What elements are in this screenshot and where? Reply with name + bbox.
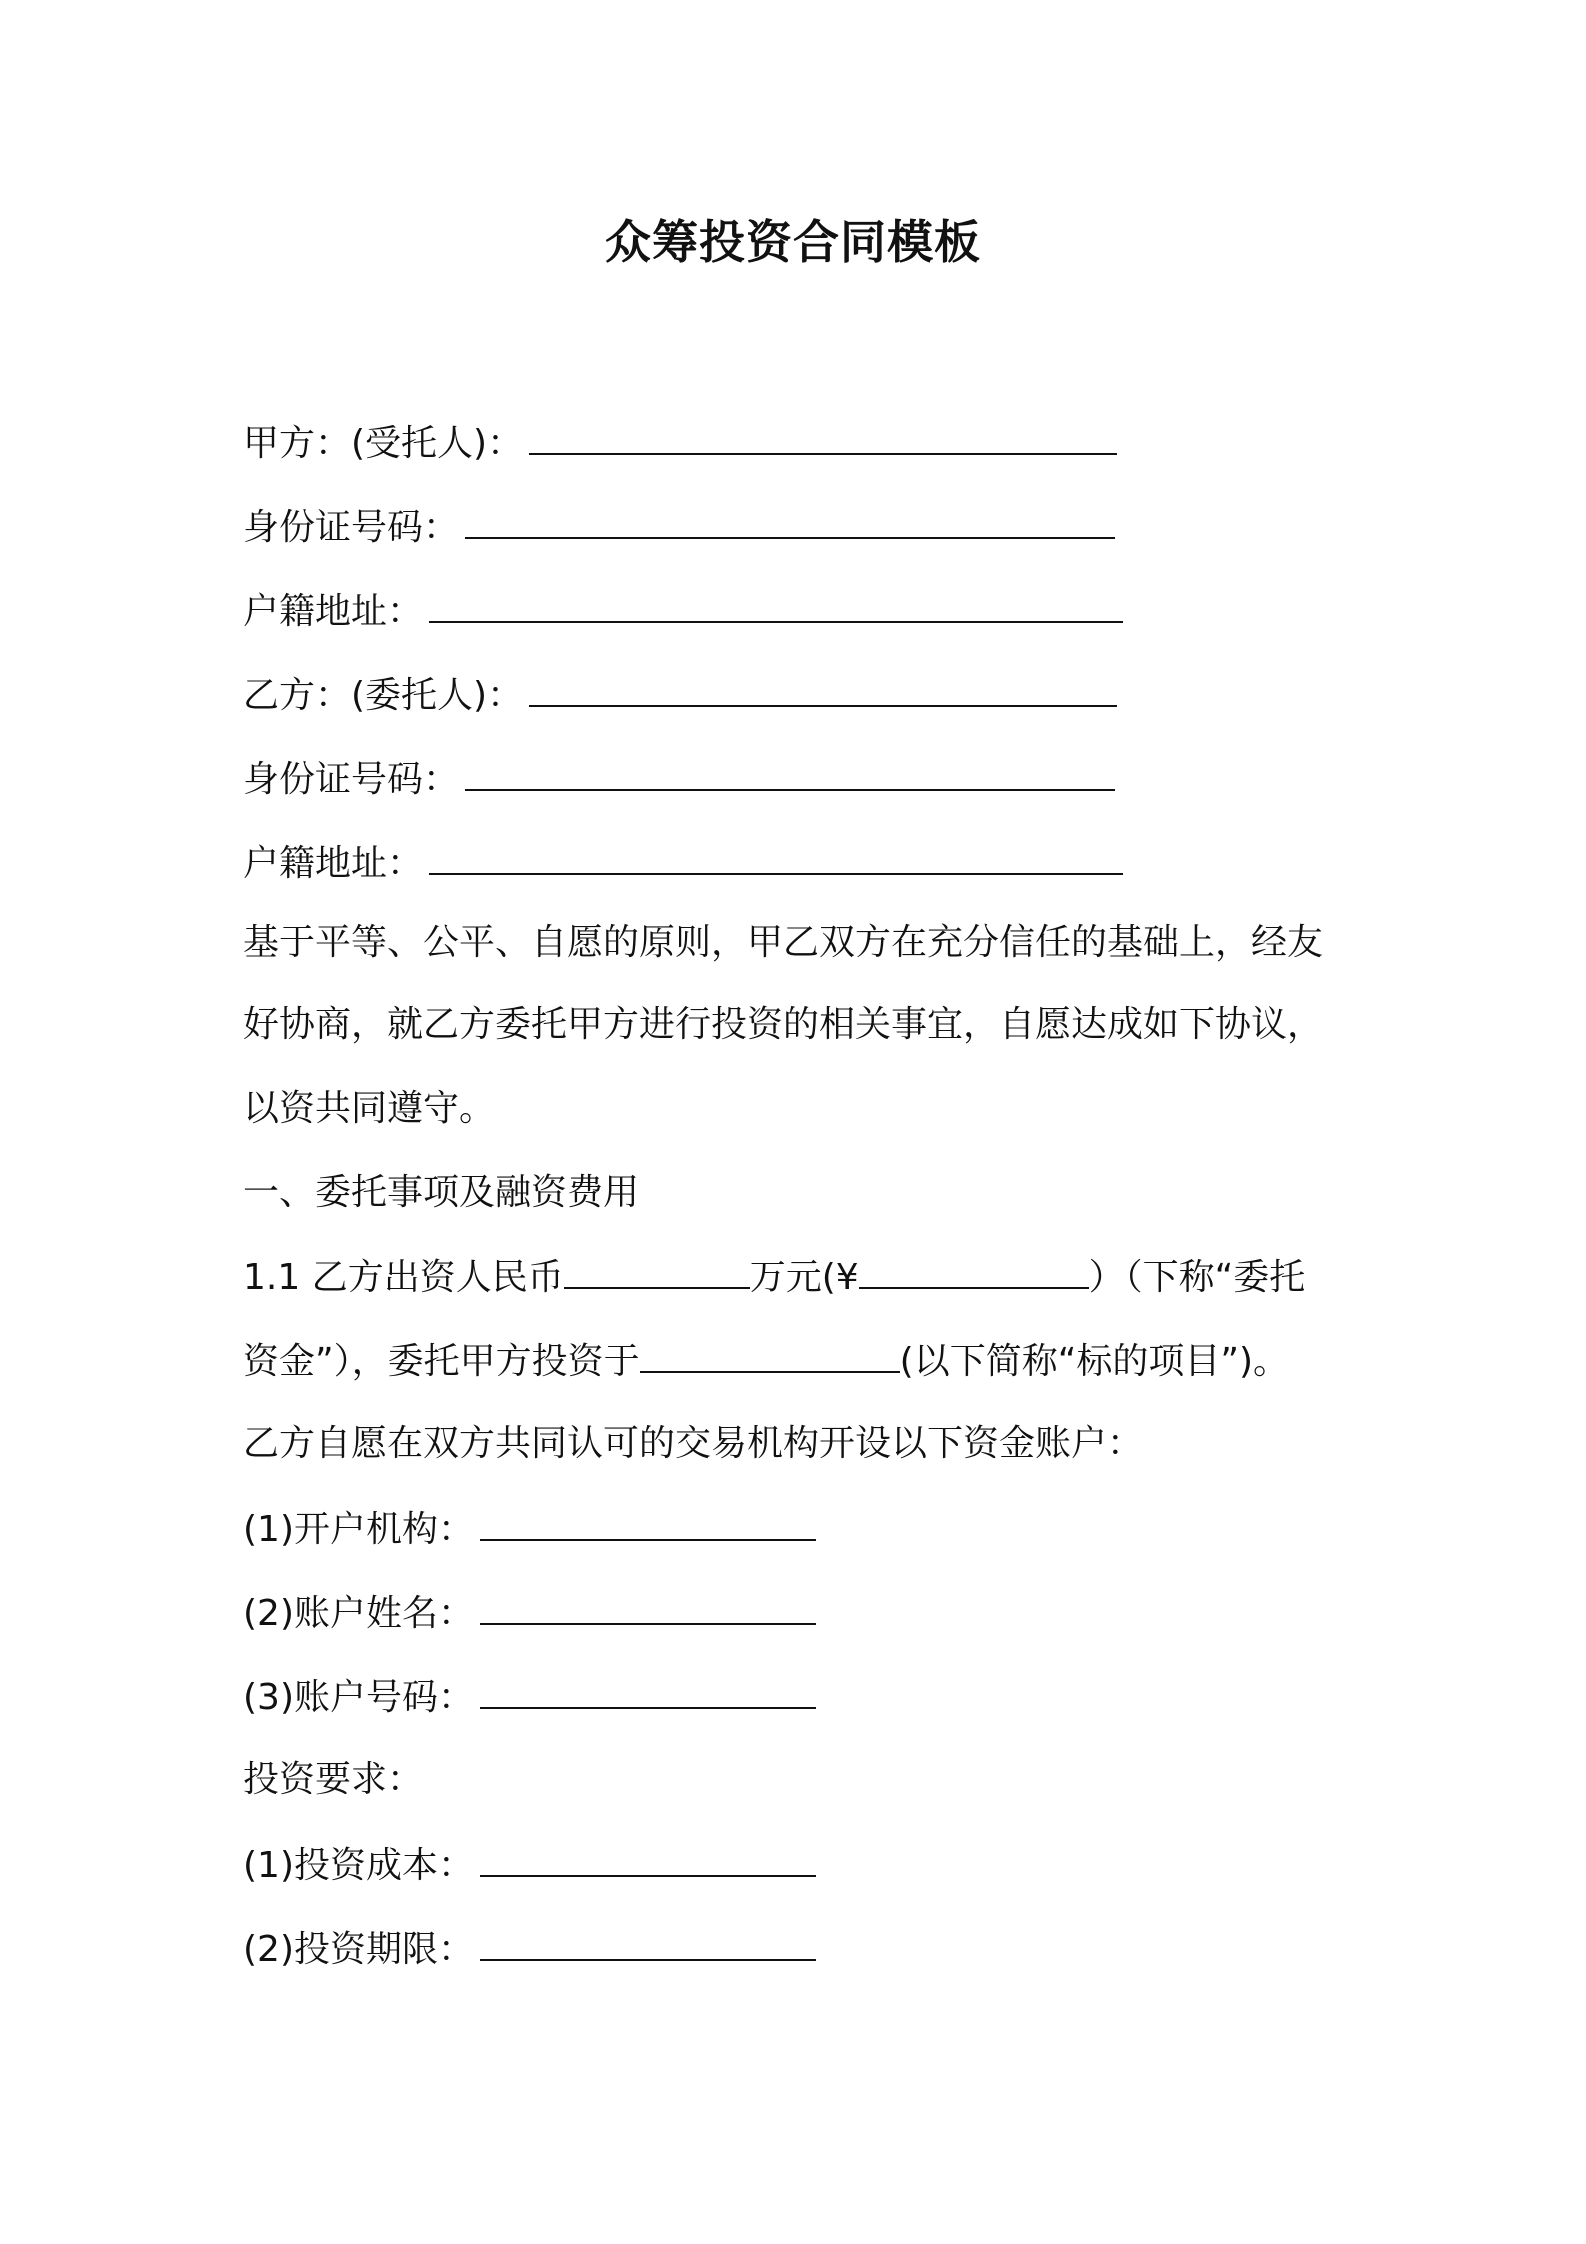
account-number-field[interactable] [480,1671,816,1709]
party-a-label: 甲方：(受托人)： [243,423,524,464]
clause-1-1-text-c: ）（下称“委托 [1088,1257,1306,1298]
account-bank-field[interactable] [480,1503,816,1541]
party-b-id-line [243,753,1115,805]
target-project-field[interactable] [640,1335,900,1373]
investment-item-1 [243,1839,816,1891]
preamble-line-1: 基于平等、公平、自愿的原则，甲乙双方在充分信任的基础上，经友 [243,922,1324,963]
investment-cost-field[interactable] [480,1839,816,1877]
investment-item-2 [243,1923,816,1975]
account-intro: 乙方自愿在双方共同认可的交易机构开设以下资金账户： [243,1423,1144,1464]
preamble-line-3: 以资共同遵守。 [243,1088,496,1129]
amount-yuan-field[interactable] [859,1251,1089,1289]
party-a-address-field[interactable] [429,585,1123,623]
party-a-id-line [243,501,1115,553]
party-a-id-label: 身份证号码： [243,507,460,548]
clause-1-1-line-2 [243,1335,1289,1387]
party-a-address-label: 户籍地址： [243,591,424,632]
document-title: 众筹投资合同模板 [605,215,981,269]
amount-wan-field[interactable] [564,1251,750,1289]
party-b-id-field[interactable] [465,753,1115,791]
clause-1-1-text-b: 万元(¥ [749,1257,859,1298]
investment-item-1-label: (1)投资成本： [243,1845,474,1886]
account-name-field[interactable] [480,1587,816,1625]
party-a-line [243,417,1117,469]
clause-1-1-text-e: (以下简称“标的项目”)。 [899,1341,1290,1382]
investment-item-2-label: (2)投资期限： [243,1929,474,1970]
account-item-2 [243,1587,816,1639]
investment-term-field[interactable] [480,1923,816,1961]
section-1-heading: 一、委托事项及融资费用 [243,1172,640,1213]
party-a-name-field[interactable] [529,417,1117,455]
account-item-2-label: (2)账户姓名： [243,1593,474,1634]
party-a-id-field[interactable] [465,501,1115,539]
account-item-1 [243,1503,816,1555]
account-item-3 [243,1671,816,1723]
party-a-address-line [243,585,1123,637]
account-item-3-label: (3)账户号码： [243,1677,474,1718]
investment-requirements-label: 投资要求： [243,1759,424,1800]
party-b-address-line [243,837,1123,889]
clause-1-1-line-1 [243,1251,1305,1303]
account-item-1-label: (1)开户机构： [243,1509,474,1550]
party-b-address-field[interactable] [429,837,1123,875]
preamble-line-2: 好协商，就乙方委托甲方进行投资的相关事宜，自愿达成如下协议， [243,1004,1324,1045]
party-b-label: 乙方：(委托人)： [243,675,524,716]
party-b-address-label: 户籍地址： [243,843,424,884]
clause-1-1-text-a: 1.1 乙方出资人民币 [243,1257,564,1298]
party-b-name-field[interactable] [529,669,1117,707]
clause-1-1-text-d: 资金”），委托甲方投资于 [243,1341,640,1382]
party-b-line [243,669,1117,721]
party-b-id-label: 身份证号码： [243,759,460,800]
